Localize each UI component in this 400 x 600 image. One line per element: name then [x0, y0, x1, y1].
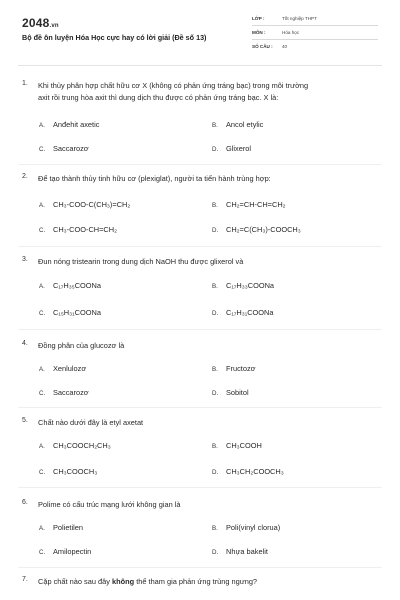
option-text: CH₃COOH: [226, 441, 262, 450]
question-number: 5.: [22, 417, 28, 424]
option-text: C₁₇H₃₁COONa: [226, 308, 274, 317]
option-text: C₁₇H₃₅COONa: [53, 281, 101, 290]
option-text: CH₃COOCH₂CH₃: [53, 441, 111, 450]
option-b[interactable]: [212, 441, 262, 450]
meta-value: Hóa học: [282, 30, 300, 35]
option-letter: C.: [39, 227, 46, 234]
option-d[interactable]: [212, 225, 301, 234]
logo-suffix: .vn: [49, 23, 59, 29]
question-text-line: Polime có cấu trúc mạng lưới không gian là: [38, 500, 181, 509]
option-text: Ancol etylic: [226, 120, 264, 129]
option-text: Saccarozơ: [53, 388, 89, 397]
question-separator: [18, 246, 382, 247]
question-number: 4.: [22, 340, 28, 347]
option-text: CH₃-COO-C(CH₃)=CH₂: [53, 200, 131, 209]
option-b[interactable]: [212, 364, 256, 373]
option-text: CH₂=CH-CH=CH₂: [226, 200, 286, 209]
option-b[interactable]: [212, 120, 263, 129]
option-letter: A.: [39, 283, 45, 290]
document-title: Bộ đề ôn luyện Hóa Học cực hay có lời giải (Đề số 13): [22, 33, 207, 42]
option-c[interactable]: [39, 547, 91, 556]
option-letter: A.: [39, 202, 45, 209]
meta-label: SỐ CÂU :: [252, 44, 273, 49]
question-text-line: Chất nào dưới đây là etyl axetat: [38, 418, 144, 427]
option-letter: C.: [39, 469, 46, 476]
option-text: C₁₅H₃₁COONa: [53, 308, 101, 317]
option-letter: A.: [39, 122, 45, 129]
option-text: CH₃-COO-CH=CH₂: [53, 225, 117, 234]
meta-value: 40: [282, 44, 288, 49]
option-text: Fructozơ: [226, 364, 256, 373]
option-text: Sobitol: [226, 388, 249, 397]
option-b[interactable]: [212, 523, 280, 532]
option-text: Saccarozơ: [53, 144, 89, 153]
option-letter: B.: [212, 525, 218, 532]
header-divider: [18, 65, 382, 66]
option-c[interactable]: [39, 225, 117, 234]
option-c[interactable]: [39, 467, 97, 476]
option-c[interactable]: [39, 308, 101, 317]
meta-row-class: [252, 15, 378, 26]
option-letter: A.: [39, 443, 45, 450]
option-a[interactable]: [39, 200, 130, 209]
option-letter: D.: [212, 549, 219, 556]
question-number: 1.: [22, 80, 28, 87]
option-b[interactable]: [212, 281, 274, 290]
question-text: [38, 80, 378, 104]
option-letter: D.: [212, 310, 219, 317]
option-d[interactable]: [212, 547, 268, 556]
meta-row-subject: [252, 29, 378, 40]
option-a[interactable]: [39, 120, 99, 129]
meta-label: MÔN :: [252, 30, 266, 35]
question-separator: [18, 329, 382, 330]
option-letter: D.: [212, 146, 219, 153]
question-separator: [18, 407, 382, 408]
option-text: Poli(vinyl clorua): [226, 523, 281, 532]
question-text: [38, 173, 378, 185]
option-b[interactable]: [212, 200, 286, 209]
option-d[interactable]: [212, 388, 249, 397]
option-text: Polietilen: [53, 523, 83, 532]
option-letter: B.: [212, 366, 218, 373]
site-logo[interactable]: [22, 16, 59, 30]
option-a[interactable]: [39, 281, 101, 290]
option-letter: B.: [212, 443, 218, 450]
question-separator: [18, 567, 382, 568]
question-text-part: thể tham gia phản ứng trùng ngưng?: [134, 577, 258, 586]
option-text: Amilopectin: [53, 547, 92, 556]
question-text-emphasis: không: [111, 577, 135, 586]
question-text-line: Đồng phân của glucozơ là: [38, 341, 125, 350]
option-letter: B.: [212, 283, 218, 290]
question-text: [38, 256, 378, 268]
question-text-part: Cặp chất nào sau đây: [38, 577, 112, 586]
option-letter: C.: [39, 146, 46, 153]
option-letter: D.: [212, 227, 219, 234]
question-number: 6.: [22, 499, 28, 506]
question-text-line: axit rồi trung hòa axit thì dung dịch thu được có phản ứng tráng bạc. X là:: [38, 93, 279, 102]
option-text: CH₃COOCH₃: [53, 467, 98, 476]
meta-value: Tốt nghiệp THPT: [282, 16, 317, 21]
option-letter: A.: [39, 525, 45, 532]
option-a[interactable]: [39, 523, 83, 532]
option-text: CH₂=C(CH₃)-COOCH₃: [226, 225, 301, 234]
option-c[interactable]: [39, 388, 89, 397]
question-number: 7.: [22, 576, 28, 583]
question-text: [38, 417, 378, 429]
question-text-line: Đun nóng tristearin trong dung dịch NaOH thu được glixerol và: [38, 257, 244, 266]
meta-row-count: [252, 43, 378, 54]
option-text: Anđehit axetic: [53, 120, 100, 129]
option-letter: B.: [212, 122, 218, 129]
option-d[interactable]: [212, 144, 251, 153]
question-text: [38, 576, 378, 588]
option-letter: C.: [39, 390, 46, 397]
question-separator: [18, 164, 382, 165]
question-separator: [18, 487, 382, 488]
question-text-line: Để tạo thành thủy tinh hữu cơ (plexiglat), người ta tiến hành trùng hợp:: [38, 174, 271, 183]
question-text: [38, 499, 378, 511]
option-letter: D.: [212, 469, 219, 476]
document-header: [0, 0, 400, 62]
option-d[interactable]: [212, 308, 274, 317]
question-number: 3.: [22, 256, 28, 263]
question-text: [38, 340, 378, 352]
meta-label: LỚP :: [252, 16, 265, 21]
option-letter: A.: [39, 366, 45, 373]
option-letter: B.: [212, 202, 218, 209]
option-text: Nhựa bakelit: [226, 547, 268, 556]
option-text: Glixerol: [226, 144, 252, 153]
option-d[interactable]: [212, 467, 284, 476]
option-letter: C.: [39, 310, 46, 317]
option-text: C₁₇H₃₃COONa: [226, 281, 275, 290]
logo-text: 2048: [22, 16, 50, 30]
question-number: 2.: [22, 173, 28, 180]
option-letter: D.: [212, 390, 219, 397]
option-c[interactable]: [39, 144, 89, 153]
option-letter: C.: [39, 549, 46, 556]
question-text-line: Khi thủy phân hợp chất hữu cơ X (không có phản ứng tráng bạc) trong môi trường: [38, 81, 309, 90]
option-a[interactable]: [39, 441, 111, 450]
option-a[interactable]: [39, 364, 86, 373]
option-text: CH₃CH₂COOCH₃: [226, 467, 284, 476]
option-text: Xenlulozơ: [53, 364, 87, 373]
